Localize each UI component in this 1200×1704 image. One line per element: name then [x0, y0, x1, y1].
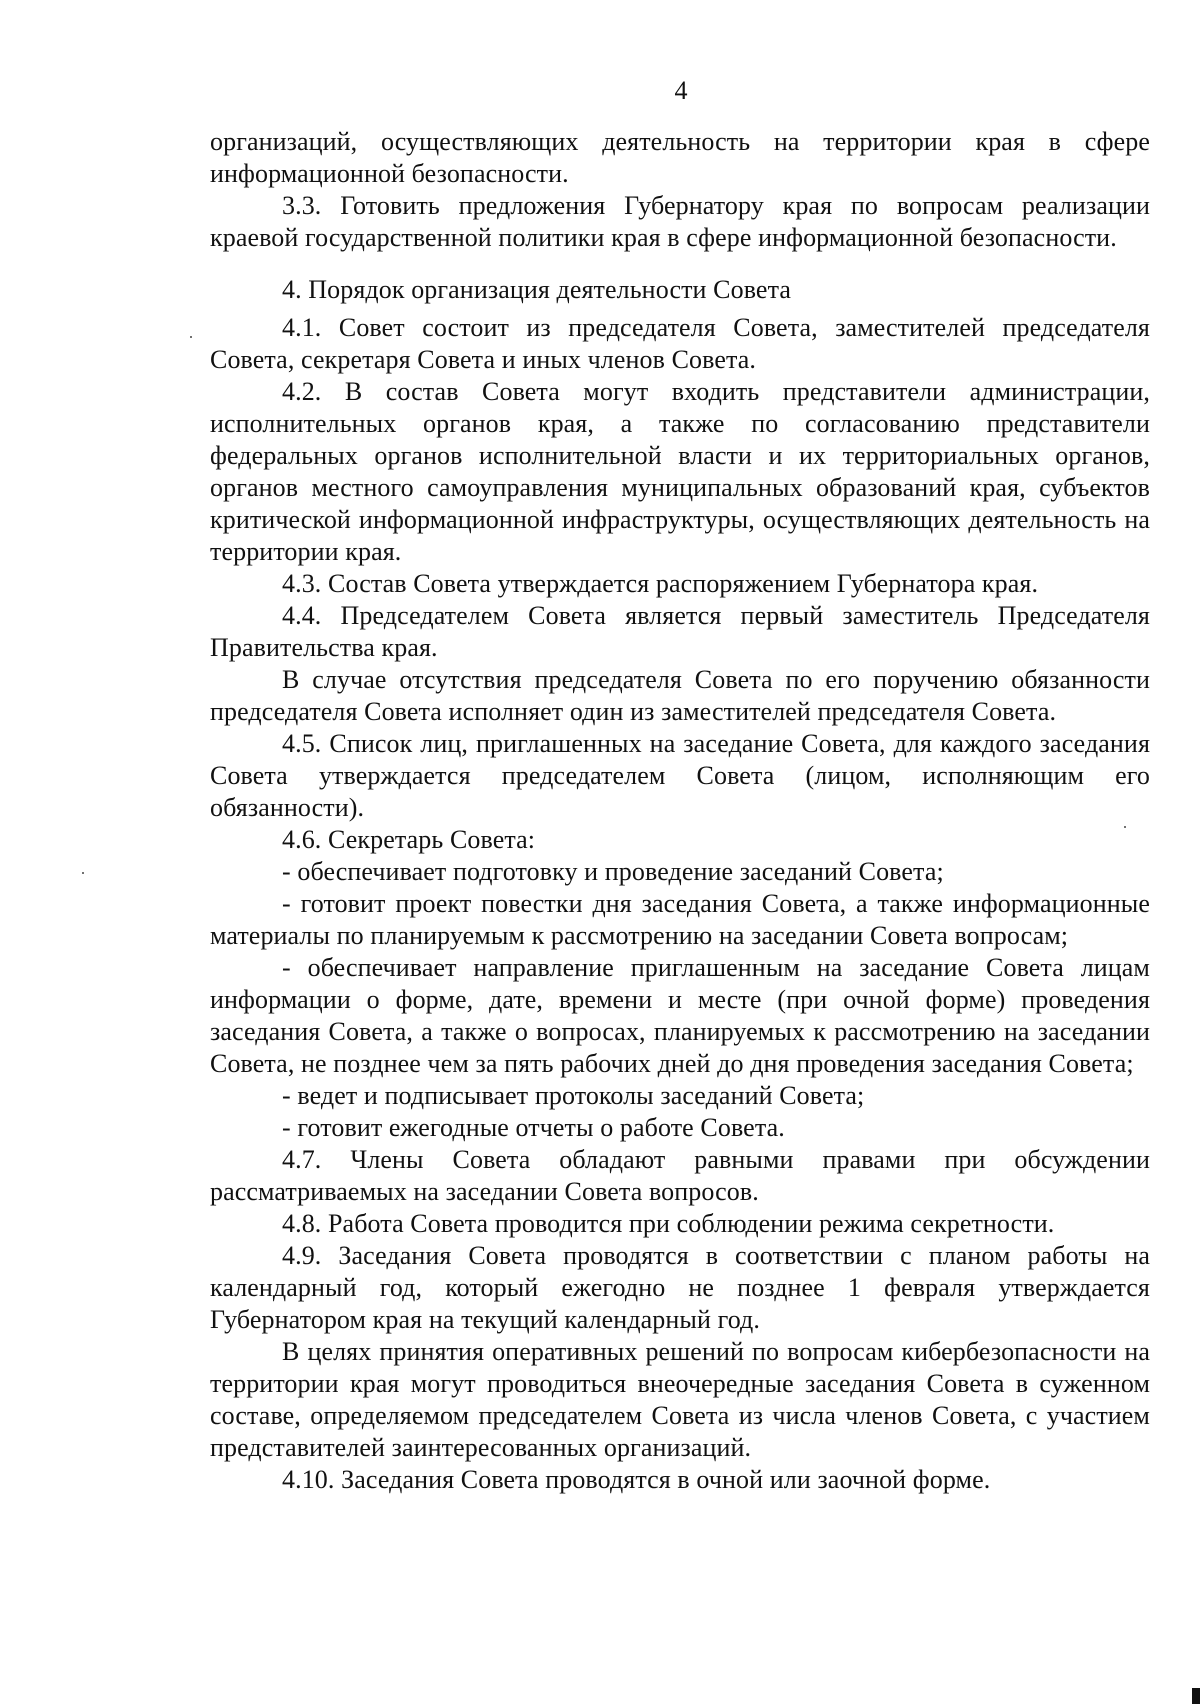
section-heading-4: 4. Порядок организация деятельности Совета	[282, 275, 791, 304]
list-item-secretary-2: - готовит проект повестки дня заседания Совета, а также информационные материалы по планируемым к рассмотрению на заседании Совета вопросам;	[210, 889, 1150, 950]
paragraph-4-4: 4.4. Председателем Совета является первый заместитель Председателя Правительства края.	[210, 601, 1150, 662]
paragraph-4-3: 4.3. Состав Совета утверждается распоряжением Губернатора края.	[282, 569, 1039, 598]
page-number: 4	[674, 76, 688, 105]
paragraph-4-1: 4.1. Совет состоит из председателя Совета, заместителей председателя Совета, секретаря Совета и иных членов Совета.	[210, 313, 1150, 374]
document-body	[210, 126, 1150, 1496]
list-item-secretary-3: - обеспечивает направление приглашенным на заседание Совета лицам информации о форме, дате, времени и месте (при очной форме) проведения заседания Совета, а также о вопросах, планируемых к рассмотрению на заседании Совета, не позднее чем за пять рабочих дней до дня проведения заседания Совета;	[210, 953, 1150, 1078]
paragraph-4-6: 4.6. Секретарь Совета:	[282, 825, 536, 854]
list-item-secretary-4: - ведет и подписывает протоколы заседаний Совета;	[282, 1081, 865, 1110]
paragraph-4-9-extraordinary: В целях принятия оперативных решений по вопросам кибербезопасности на территории края могут проводиться внеочередные заседания Совета в суженном составе, определяемом председателем Совета из числа членов Совета, с участием представителей заинтересованных организаций.	[210, 1337, 1150, 1462]
paragraph-4-5: 4.5. Список лиц, приглашенных на заседание Совета, для каждого заседания Совета утверждается председателем Совета (лицом, исполняющим его обязанности).	[210, 729, 1150, 822]
paragraph-4-9: 4.9. Заседания Совета проводятся в соответствии с планом работы на календарный год, который ежегодно не позднее 1 февраля утверждается Губернатором края на текущий календарный год.	[210, 1241, 1150, 1334]
list-item-secretary-5: - готовит ежегодные отчеты о работе Совета.	[282, 1113, 785, 1142]
scan-speck	[82, 872, 84, 874]
paragraph-continuation: организаций, осуществляющих деятельность на территории края в сфере информационной безопасности.	[210, 127, 1150, 188]
paragraph-4-2: 4.2. В состав Совета могут входить представители администрации, исполнительных органов края, а также по согласованию представители федеральных органов исполнительной власти и их территориальных органов, органов местного самоуправления муниципальных образований края, субъектов критической информационной инфраструктуры, осуществляющих деятельность на территории края.	[210, 377, 1150, 566]
scan-speck	[1124, 826, 1126, 828]
scan-speck	[190, 336, 192, 338]
paragraph-4-10: 4.10. Заседания Совета проводятся в очной или заочной форме.	[282, 1465, 991, 1494]
paragraph-4-8: 4.8. Работа Совета проводится при соблюдении режима секретности.	[282, 1209, 1055, 1238]
paragraph-4-4-absence: В случае отсутствия председателя Совета по его поручению обязанности председателя Совета исполняет один из заместителей председателя Совета.	[210, 665, 1150, 726]
paragraph-3-3: 3.3. Готовить предложения Губернатору края по вопросам реализации краевой государственной политики края в сфере информационной безопасности.	[210, 191, 1150, 252]
scan-edge-mark	[1192, 1688, 1200, 1704]
list-item-secretary-1: - обеспечивает подготовку и проведение заседаний Совета;	[282, 857, 944, 886]
paragraph-4-7: 4.7. Члены Совета обладают равными правами при обсуждении рассматриваемых на заседании Совета вопросов.	[210, 1145, 1150, 1206]
